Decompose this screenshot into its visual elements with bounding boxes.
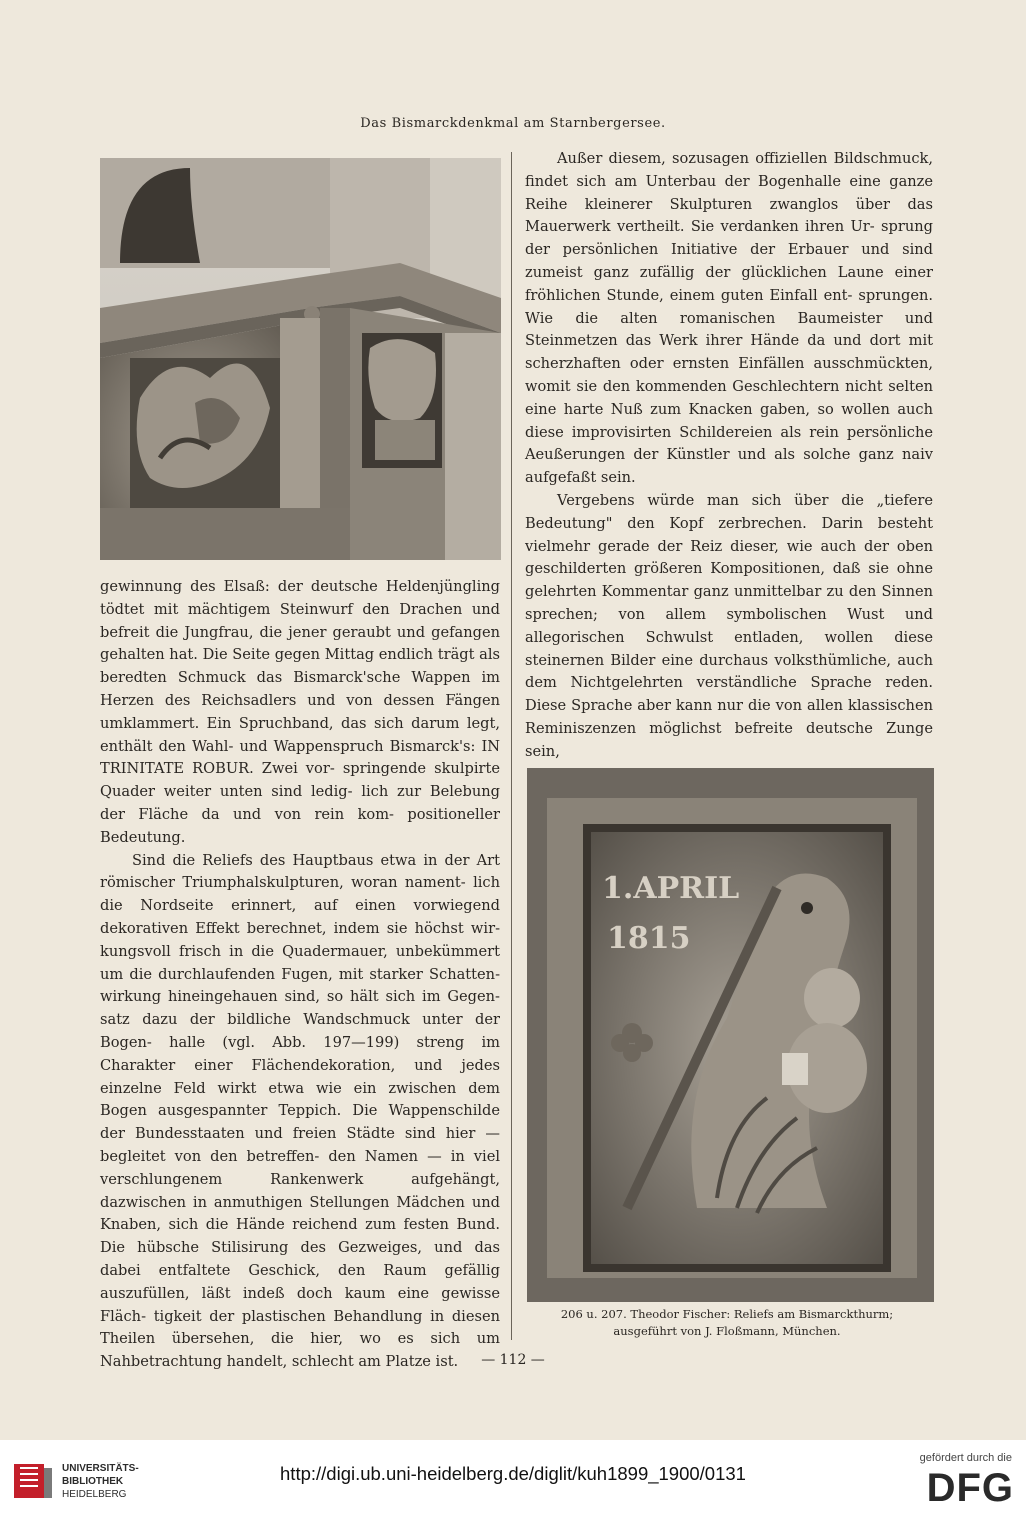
stork-relief-date-line1: 1.APRIL bbox=[602, 871, 740, 906]
text-line: Art römischer Triumphalskulpturen, woran nament- bbox=[100, 851, 500, 892]
text-line: dekorativen Effekt berechnet, indem sie höchst wir- bbox=[100, 919, 500, 937]
relief-photo-corner bbox=[100, 158, 501, 560]
text-line: vielmehr gerade der Reiz dieser, wie auch der bbox=[525, 537, 889, 555]
text-line: lich zur Belebung der Fläche da und von rein kom- bbox=[100, 783, 501, 823]
text-line: tigkeit der plastischen Behandlung in diesen Theilen bbox=[100, 1307, 500, 1348]
right-para-2 bbox=[525, 490, 933, 764]
text-line: freien Städte sind hier — begleitet von den betreffen- bbox=[100, 1125, 500, 1165]
text-line: Bedeutung" den Kopf zerbrechen. Darin besteht bbox=[525, 514, 933, 532]
left-column-text bbox=[100, 576, 500, 1374]
text-line: halle (vgl. Abb. 197—199) streng im Charakter bbox=[100, 1033, 500, 1074]
relief-corner-illustration bbox=[100, 158, 501, 560]
text-line: übersehen, die hier, wo es sich um Nahbetrachtung bbox=[100, 1330, 500, 1371]
text-line: Sind die Reliefs des Hauptbaus etwa in der bbox=[132, 851, 470, 869]
text-line: einer Flächendekoration, und jedes einzelne Feld wirkt bbox=[100, 1056, 501, 1097]
text-line: handelt, schlecht am Platze ist. bbox=[226, 1353, 459, 1371]
text-line: sprung der persönlichen Initiative der Erbauer und bbox=[525, 218, 933, 259]
text-line: oben geschilderten größeren Kompositionen, daß bbox=[525, 537, 933, 578]
caption-line2: ausgeführt von J. Floßmann, München. bbox=[613, 1324, 841, 1338]
caption-line1: 206 u. 207. Theodor Fischer: Reliefs am Bismarckthurm; bbox=[560, 1307, 894, 1321]
text-line: eine harte Nuß zum Knacken gaben, so wollen auch bbox=[525, 400, 933, 418]
text-line: darum legt, enthält den Wahl- und Wappenspruch bbox=[100, 714, 501, 755]
footer-bar bbox=[0, 1440, 1026, 1518]
left-para-1 bbox=[100, 576, 500, 850]
text-line: springende skulpirte Quader weiter unten sind ledig- bbox=[100, 760, 500, 801]
column-divider bbox=[511, 152, 512, 1340]
text-line: und befreit die Jungfrau, die jener geraubt und bbox=[100, 600, 500, 641]
text-line: ganze Reihe kleinerer Skulpturen zwanglos über bbox=[525, 172, 934, 213]
library-name-line3: HEIDELBERG bbox=[62, 1489, 127, 1500]
relief-photo-stork bbox=[527, 768, 934, 1302]
text-line: Teppich. Die Wappenschilde der Bundesstaaten und bbox=[100, 1102, 501, 1143]
text-line: Wappen im Herzen des Reichsadlers und von dessen bbox=[100, 669, 501, 709]
text-line: kungsvoll frisch in die Quadermauer, unbekümmert bbox=[100, 942, 500, 960]
library-name-line2: BIBLIOTHEK bbox=[62, 1476, 124, 1487]
text-line: aufgehängt, dazwischen in anmuthigen Stellungen bbox=[100, 1170, 500, 1211]
text-line: Bismarck's: IN TRINITATE ROBUR. Zwei vor- bbox=[100, 737, 501, 778]
text-line: wirkung hineingehauen sind, so hält sich im Gegen- bbox=[100, 988, 500, 1006]
funded-by-label: gefördert durch die bbox=[919, 1452, 1012, 1464]
text-line: sind zumeist ganz zufällig der glücklichen Laune bbox=[525, 241, 933, 281]
page-number: — 112 — bbox=[481, 1352, 545, 1368]
text-line: und allegorischen Schwulst entladen, wollen diese bbox=[525, 605, 933, 646]
figure-caption bbox=[515, 1306, 939, 1340]
text-line: lich die Nordseite erinnert, auf einen vorwiegend bbox=[100, 874, 500, 915]
text-line: naiv aufgefaßt sein. bbox=[525, 446, 933, 487]
text-line: sie ohne gelehrten Kommentar ganz unmittelbar zu bbox=[525, 560, 934, 601]
left-para-2 bbox=[100, 850, 500, 1374]
text-line: den Namen — in viel verschlungenem Rankenwerk bbox=[100, 1147, 501, 1188]
text-line: satz dazu der bildliche Wandschmuck unter der Bogen- bbox=[100, 1011, 500, 1051]
text-line: Außer diesem, sozusagen offiziellen Bildschmuck, bbox=[557, 150, 933, 167]
text-line: gefangen gehalten hat. Die Seite gegen Mittag bbox=[100, 623, 500, 664]
text-line: um die durchlaufenden Fugen, mit starker Schatten- bbox=[100, 965, 500, 983]
stork-relief-illustration bbox=[527, 768, 934, 1302]
text-line: Reminiszenzen möglichst befreite deutsche Zunge sein, bbox=[525, 719, 933, 760]
text-line: Aeußerungen der Künstler und als solche ganz bbox=[525, 446, 894, 464]
text-line: und das dabei entfaltete Geschick, den Raum gefällig bbox=[100, 1239, 501, 1279]
text-line: diese improvisirten Schildereien als rein persönliche bbox=[525, 423, 933, 441]
text-line: steinernen Bilder eine durchaus volksthümliche, bbox=[525, 651, 892, 669]
text-line: Mädchen und Knaben, sich die Hände reichend zum bbox=[100, 1193, 501, 1234]
text-line: tödtet mit mächtigem Steinwurf den Drachen bbox=[100, 600, 463, 618]
running-head: Das Bismarckdenkmal am Starnbergersee. bbox=[360, 116, 666, 131]
text-line: findet sich am Unterbau der Bogenhalle eine bbox=[525, 172, 881, 190]
text-line: etwa wie ein zwischen dem Bogen ausgespannter bbox=[100, 1079, 501, 1120]
text-line: auch dem Nichtgelehrten verständliche Sprache reden. bbox=[525, 651, 934, 692]
text-line: festen Bund. Die hübsche Stilisirung des Gezweiges, bbox=[100, 1216, 500, 1257]
text-line: einer fröhlichen Stunde, einem guten Einfall ent- bbox=[525, 263, 933, 304]
text-line: womit sie den kommenden Geschlechtern nicht selten bbox=[525, 377, 933, 395]
dfg-logo[interactable]: DFG bbox=[926, 1466, 1014, 1510]
text-line: auszufüllen, läßt indeß doch kaum eine gewisse Fläch- bbox=[100, 1284, 500, 1325]
right-para-1 bbox=[525, 148, 933, 490]
text-line: Fängen umklammert. Ein Spruchband, das sich bbox=[100, 691, 500, 732]
text-line: sprungen. Wie die alten romanischen Baumeister und bbox=[525, 286, 933, 327]
text-line: mit scherzhaften oder ernsten Einfällen ausschmückten, bbox=[525, 332, 933, 373]
text-line: positioneller Bedeutung. bbox=[100, 805, 500, 846]
stork-relief-date-line2: 1815 bbox=[607, 921, 691, 956]
library-name-line1: UNIVERSITÄTS- bbox=[62, 1463, 139, 1474]
text-line: das Mauerwerk vertheilt. Sie verdanken ihren Ur- bbox=[525, 195, 934, 236]
text-line: den Sinnen sprechen; von allem symbolischen Wust bbox=[525, 583, 934, 623]
source-url-link[interactable]: http://digi.ub.uni-heidelberg.de/diglit/kuh1899_1900/0131 bbox=[280, 1463, 746, 1484]
text-line: Diese Sprache aber kann nur die von allen klassischen bbox=[525, 697, 933, 715]
text-line: endlich trägt als beredten Schmuck das Bismarck'sche bbox=[100, 646, 500, 687]
text-line: Vergebens würde man sich über die „tiefere bbox=[557, 491, 933, 509]
right-column-text bbox=[525, 148, 933, 764]
text-line: Steinmetzen das Werk ihrer Hände da und dort bbox=[525, 332, 901, 350]
text-line: gewinnung des Elsaß: der deutsche Heldenjüngling bbox=[100, 578, 500, 595]
